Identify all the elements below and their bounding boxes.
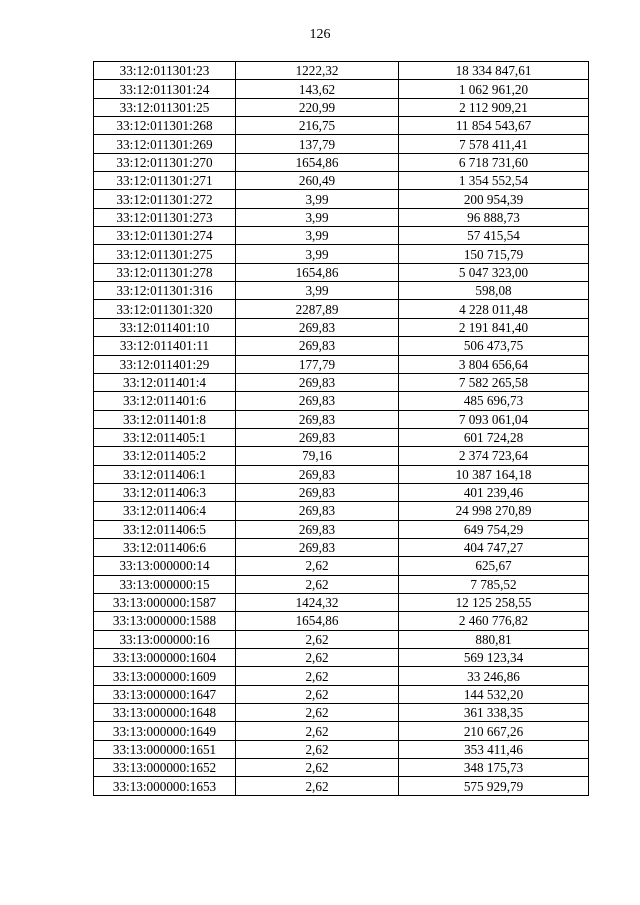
value-cell: 24 998 270,89 xyxy=(399,502,589,520)
area-cell: 143,62 xyxy=(236,80,399,98)
cadastral-number-cell: 33:12:011301:278 xyxy=(94,263,236,281)
cadastral-number-cell: 33:12:011301:24 xyxy=(94,80,236,98)
value-cell: 6 718 731,60 xyxy=(399,153,589,171)
area-cell: 2,62 xyxy=(236,777,399,795)
cadastral-number-cell: 33:12:011406:3 xyxy=(94,483,236,501)
area-cell: 2,62 xyxy=(236,685,399,703)
cadastral-number-cell: 33:12:011301:273 xyxy=(94,208,236,226)
area-cell: 137,79 xyxy=(236,135,399,153)
table-row xyxy=(94,337,589,355)
cadastral-number-cell: 33:13:000000:1648 xyxy=(94,704,236,722)
value-cell: 144 532,20 xyxy=(399,685,589,703)
value-cell: 1 354 552,54 xyxy=(399,172,589,190)
value-cell: 2 460 776,82 xyxy=(399,612,589,630)
area-cell: 269,83 xyxy=(236,318,399,336)
table-row xyxy=(94,612,589,630)
value-cell: 348 175,73 xyxy=(399,759,589,777)
table-row xyxy=(94,318,589,336)
cadastral-number-cell: 33:12:011301:274 xyxy=(94,227,236,245)
value-cell: 569 123,34 xyxy=(399,649,589,667)
value-cell: 649 754,29 xyxy=(399,520,589,538)
area-cell: 269,83 xyxy=(236,373,399,391)
table-row xyxy=(94,538,589,556)
table-row xyxy=(94,630,589,648)
area-cell: 1654,86 xyxy=(236,263,399,281)
cadastral-number-cell: 33:12:011301:270 xyxy=(94,153,236,171)
area-cell: 3,99 xyxy=(236,208,399,226)
value-cell: 353 411,46 xyxy=(399,740,589,758)
cadastral-number-cell: 33:13:000000:1588 xyxy=(94,612,236,630)
cadastral-number-cell: 33:12:011301:320 xyxy=(94,300,236,318)
cadastral-number-cell: 33:13:000000:1587 xyxy=(94,593,236,611)
value-cell: 404 747,27 xyxy=(399,538,589,556)
cadastral-number-cell: 33:13:000000:1649 xyxy=(94,722,236,740)
value-cell: 10 387 164,18 xyxy=(399,465,589,483)
area-cell: 2,62 xyxy=(236,722,399,740)
area-cell: 269,83 xyxy=(236,428,399,446)
cadastral-number-cell: 33:12:011401:29 xyxy=(94,355,236,373)
area-cell: 2,62 xyxy=(236,759,399,777)
area-cell: 3,99 xyxy=(236,282,399,300)
area-cell: 2287,89 xyxy=(236,300,399,318)
area-cell: 216,75 xyxy=(236,117,399,135)
area-cell: 3,99 xyxy=(236,245,399,263)
area-cell: 269,83 xyxy=(236,337,399,355)
value-cell: 33 246,86 xyxy=(399,667,589,685)
table-row xyxy=(94,98,589,116)
area-cell: 2,62 xyxy=(236,667,399,685)
table-row xyxy=(94,557,589,575)
area-cell: 2,62 xyxy=(236,557,399,575)
table-row xyxy=(94,135,589,153)
area-cell: 1654,86 xyxy=(236,612,399,630)
cadastral-number-cell: 33:12:011301:272 xyxy=(94,190,236,208)
page-number: 126 xyxy=(309,27,331,42)
table-row xyxy=(94,722,589,740)
area-cell: 269,83 xyxy=(236,483,399,501)
table-row xyxy=(94,447,589,465)
value-cell: 401 239,46 xyxy=(399,483,589,501)
cadastral-number-cell: 33:12:011301:271 xyxy=(94,172,236,190)
value-cell: 210 667,26 xyxy=(399,722,589,740)
value-cell: 506 473,75 xyxy=(399,337,589,355)
cadastral-number-cell: 33:12:011401:6 xyxy=(94,392,236,410)
table-body xyxy=(94,62,589,796)
data-table xyxy=(93,61,589,796)
value-cell: 200 954,39 xyxy=(399,190,589,208)
cadastral-number-cell: 33:12:011301:275 xyxy=(94,245,236,263)
table-row xyxy=(94,373,589,391)
table-row xyxy=(94,520,589,538)
table-row xyxy=(94,410,589,428)
area-cell: 220,99 xyxy=(236,98,399,116)
value-cell: 361 338,35 xyxy=(399,704,589,722)
cadastral-number-cell: 33:13:000000:1653 xyxy=(94,777,236,795)
cadastral-number-cell: 33:12:011406:4 xyxy=(94,502,236,520)
value-cell: 11 854 543,67 xyxy=(399,117,589,135)
value-cell: 7 093 061,04 xyxy=(399,410,589,428)
area-cell: 79,16 xyxy=(236,447,399,465)
area-cell: 2,62 xyxy=(236,704,399,722)
value-cell: 7 785,52 xyxy=(399,575,589,593)
area-cell: 1654,86 xyxy=(236,153,399,171)
value-cell: 150 715,79 xyxy=(399,245,589,263)
table-row xyxy=(94,759,589,777)
cadastral-number-cell: 33:13:000000:16 xyxy=(94,630,236,648)
cadastral-number-cell: 33:12:011401:11 xyxy=(94,337,236,355)
table-row xyxy=(94,208,589,226)
cadastral-number-cell: 33:12:011401:10 xyxy=(94,318,236,336)
table-row xyxy=(94,117,589,135)
table-row xyxy=(94,502,589,520)
area-cell: 269,83 xyxy=(236,392,399,410)
table-row xyxy=(94,465,589,483)
table-row xyxy=(94,80,589,98)
value-cell: 880,81 xyxy=(399,630,589,648)
cadastral-number-cell: 33:12:011301:268 xyxy=(94,117,236,135)
cadastral-number-cell: 33:12:011406:6 xyxy=(94,538,236,556)
cadastral-number-cell: 33:13:000000:1647 xyxy=(94,685,236,703)
area-cell: 2,62 xyxy=(236,649,399,667)
value-cell: 7 582 265,58 xyxy=(399,373,589,391)
area-cell: 2,62 xyxy=(236,575,399,593)
cadastral-number-cell: 33:13:000000:14 xyxy=(94,557,236,575)
value-cell: 96 888,73 xyxy=(399,208,589,226)
table-row xyxy=(94,685,589,703)
value-cell: 3 804 656,64 xyxy=(399,355,589,373)
table-row xyxy=(94,649,589,667)
area-cell: 1424,32 xyxy=(236,593,399,611)
area-cell: 269,83 xyxy=(236,410,399,428)
table-row xyxy=(94,704,589,722)
cadastral-number-cell: 33:12:011405:2 xyxy=(94,447,236,465)
area-cell: 269,83 xyxy=(236,465,399,483)
table-row xyxy=(94,483,589,501)
table-row xyxy=(94,428,589,446)
table-row xyxy=(94,245,589,263)
area-cell: 260,49 xyxy=(236,172,399,190)
value-cell: 575 929,79 xyxy=(399,777,589,795)
value-cell: 2 191 841,40 xyxy=(399,318,589,336)
table-row xyxy=(94,227,589,245)
area-cell: 3,99 xyxy=(236,227,399,245)
cadastral-number-cell: 33:13:000000:1651 xyxy=(94,740,236,758)
table-row xyxy=(94,300,589,318)
value-cell: 1 062 961,20 xyxy=(399,80,589,98)
value-cell: 601 724,28 xyxy=(399,428,589,446)
area-cell: 1222,32 xyxy=(236,62,399,80)
area-cell: 269,83 xyxy=(236,520,399,538)
table-row xyxy=(94,263,589,281)
area-cell: 2,62 xyxy=(236,630,399,648)
value-cell: 18 334 847,61 xyxy=(399,62,589,80)
cadastral-number-cell: 33:12:011401:8 xyxy=(94,410,236,428)
table-row xyxy=(94,172,589,190)
cadastral-number-cell: 33:12:011405:1 xyxy=(94,428,236,446)
table-row xyxy=(94,355,589,373)
value-cell: 2 374 723,64 xyxy=(399,447,589,465)
table-row xyxy=(94,667,589,685)
value-cell: 485 696,73 xyxy=(399,392,589,410)
area-cell: 3,99 xyxy=(236,190,399,208)
value-cell: 57 415,54 xyxy=(399,227,589,245)
value-cell: 7 578 411,41 xyxy=(399,135,589,153)
value-cell: 12 125 258,55 xyxy=(399,593,589,611)
table-row xyxy=(94,575,589,593)
table-row xyxy=(94,62,589,80)
cadastral-number-cell: 33:13:000000:1652 xyxy=(94,759,236,777)
cadastral-number-cell: 33:12:011301:316 xyxy=(94,282,236,300)
cadastral-number-cell: 33:13:000000:1604 xyxy=(94,649,236,667)
value-cell: 4 228 011,48 xyxy=(399,300,589,318)
table-row xyxy=(94,282,589,300)
table-row xyxy=(94,740,589,758)
table-row xyxy=(94,153,589,171)
value-cell: 2 112 909,21 xyxy=(399,98,589,116)
cadastral-number-cell: 33:12:011406:1 xyxy=(94,465,236,483)
area-cell: 177,79 xyxy=(236,355,399,373)
area-cell: 269,83 xyxy=(236,538,399,556)
cadastral-number-cell: 33:13:000000:15 xyxy=(94,575,236,593)
area-cell: 2,62 xyxy=(236,740,399,758)
cadastral-number-cell: 33:12:011301:25 xyxy=(94,98,236,116)
area-cell: 269,83 xyxy=(236,502,399,520)
cadastral-number-cell: 33:13:000000:1609 xyxy=(94,667,236,685)
table-row xyxy=(94,392,589,410)
value-cell: 598,08 xyxy=(399,282,589,300)
cadastral-number-cell: 33:12:011406:5 xyxy=(94,520,236,538)
cadastral-number-cell: 33:12:011301:23 xyxy=(94,62,236,80)
table-row xyxy=(94,190,589,208)
value-cell: 5 047 323,00 xyxy=(399,263,589,281)
table-row xyxy=(94,593,589,611)
table-row xyxy=(94,777,589,795)
value-cell: 625,67 xyxy=(399,557,589,575)
cadastral-number-cell: 33:12:011301:269 xyxy=(94,135,236,153)
cadastral-number-cell: 33:12:011401:4 xyxy=(94,373,236,391)
